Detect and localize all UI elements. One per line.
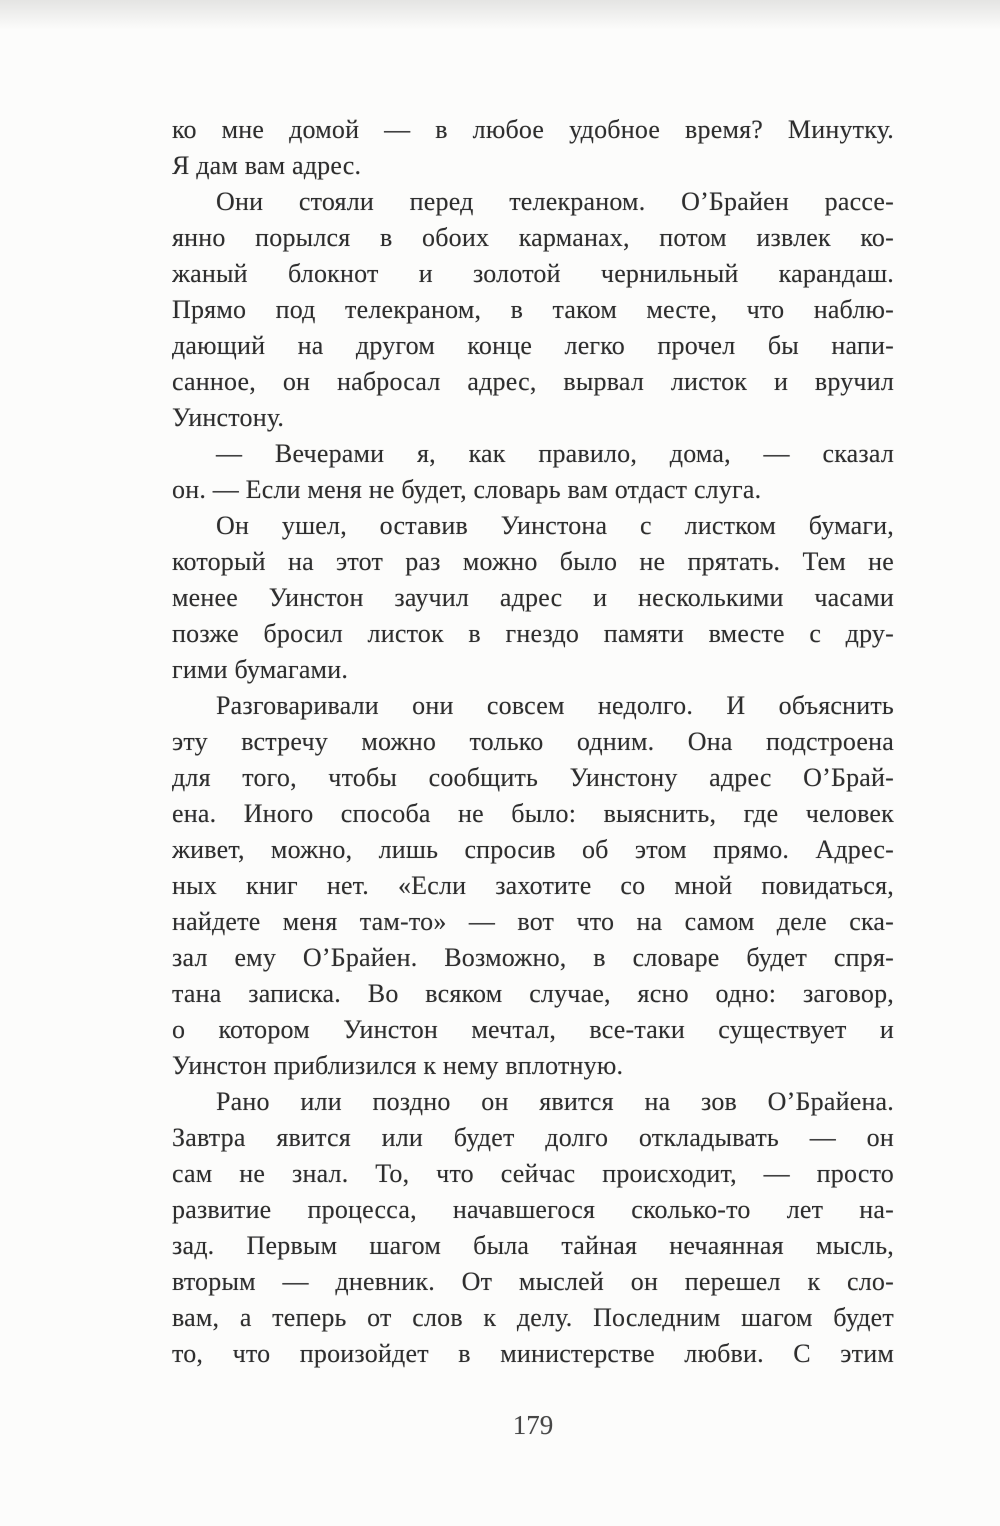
text-line: жаный блокнот и золотой чернильный карандаш.: [172, 259, 894, 288]
text-line: дающий на другом конце легко прочел бы напи-: [172, 331, 894, 360]
text-line: вторым — дневник. От мыслей он перешел к сло-: [172, 1267, 894, 1296]
paragraph: [172, 436, 894, 508]
text-line: Прямо под телекраном, в таком месте, что наблю-: [172, 295, 894, 324]
text-line: ко мне домой — в любое удобное время? Минутку.: [172, 115, 894, 144]
page-number: 179: [512, 1410, 554, 1440]
text-line: о котором Уинстон мечтал, все-таки существует и: [172, 1015, 894, 1044]
text-line: позже бросил листок в гнездо памяти вместе с дру-: [172, 619, 894, 648]
book-page-text-block: [172, 112, 894, 1372]
text-line: Я дам вам адрес.: [172, 151, 362, 180]
paragraph: [172, 184, 894, 436]
text-line: тана записка. Во всяком случае, ясно одно: заговор,: [172, 979, 894, 1008]
text-line: Он ушел, оставив Уинстона с листком бумаги,: [216, 511, 894, 540]
text-line: санное, он набросал адрес, вырвал листок и вручил: [172, 367, 894, 396]
text-line: Уинстон приблизился к нему вплотную.: [172, 1051, 624, 1080]
text-line: Рано или поздно он явится на зов О’Брайена.: [216, 1087, 894, 1116]
text-line: живет, можно, лишь спросив об этом прямо. Адрес-: [172, 835, 894, 864]
text-line: Они стояли перед телекраном. О’Брайен рассе-: [216, 187, 894, 216]
text-line: для того, чтобы сообщить Уинстону адрес О’Брай-: [172, 763, 894, 792]
paragraph: [172, 1084, 894, 1372]
text-line: менее Уинстон заучил адрес и несколькими часами: [172, 583, 894, 612]
paragraph: [172, 508, 894, 688]
text-line: сам не знал. То, что сейчас происходит, — просто: [172, 1159, 894, 1188]
text-line: то, что произойдет в министерстве любви. С этим: [172, 1339, 894, 1368]
text-line: Уинстону.: [172, 403, 285, 432]
text-line: он. — Если меня не будет, словарь вам отдаст слуга.: [172, 475, 762, 504]
paragraph: [172, 112, 894, 184]
text-line: янно порылся в обоих карманах, потом извлек ко-: [172, 223, 894, 252]
text-line: — Вечерами я, как правило, дома, — сказал: [216, 439, 894, 468]
text-line: вам, а теперь от слов к делу. Последним шагом будет: [172, 1303, 894, 1332]
text-line: который на этот раз можно было не прятать. Тем не: [172, 547, 894, 576]
paragraph: [172, 688, 894, 1084]
text-line: развитие процесса, начавшегося сколько-то лет на-: [172, 1195, 894, 1224]
text-line: зал ему О’Брайен. Возможно, в словаре будет спря-: [172, 943, 894, 972]
text-line: эту встречу можно только одним. Она подстроена: [172, 727, 894, 756]
text-line: ена. Иного способа не было: выяснить, где человек: [172, 799, 894, 828]
text-line: гими бумагами.: [172, 655, 349, 684]
text-line: найдете меня там-то» — вот что на самом деле ска-: [172, 907, 894, 936]
text-line: зад. Первым шагом была тайная нечаянная мысль,: [172, 1231, 894, 1260]
scan-top-shading: [0, 0, 1000, 30]
text-line: Завтра явится или будет долго откладывать — он: [172, 1123, 894, 1152]
text-line: Разговаривали они совсем недолго. И объяснить: [216, 691, 894, 720]
text-line: ных книг нет. «Если захотите со мной повидаться,: [172, 871, 894, 900]
